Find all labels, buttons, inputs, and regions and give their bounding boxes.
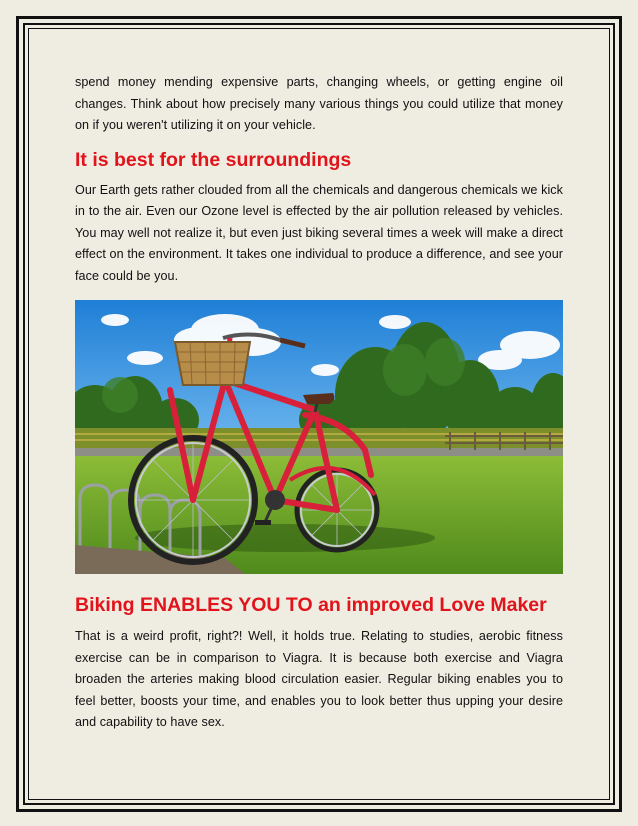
page-content [75,72,563,734]
intro-paragraph: spend money mending expensive parts, changing wheels, or getting engine oil changes. Think about how precisely many various things you could utilize that money on if you weren't utilizing it on your vehicle. [75,75,563,132]
heading-love-maker: Biking ENABLES YOU TO an improved Love Maker [75,594,547,616]
red-bicycle-with-basket-icon [75,300,563,574]
heading-surroundings: It is best for the surroundings [75,148,352,171]
love-maker-paragraph: That is a weird profit, right?! Well, it holds true. Relating to studies, aerobic fitness exercise can be in comparison to Viagra. It is because both exercise and Viagra broaden the arteries making blood circulation easier. Regular biking enables you to feel better, boosts your time, and enables you to look better thus upping your desire and capability to have sex. [75,629,563,729]
surroundings-paragraph: Our Earth gets rather clouded from all the chemicals and dangerous chemicals we kick in to the air. Even our Ozone level is effected by the air pollution released by vehicles. You may well not realize it, but even just biking several times a week will make a direct effect on the environment. It takes one individual to produce a difference, and see your face could be you. [75,182,563,283]
bicycle-photo [75,300,563,574]
